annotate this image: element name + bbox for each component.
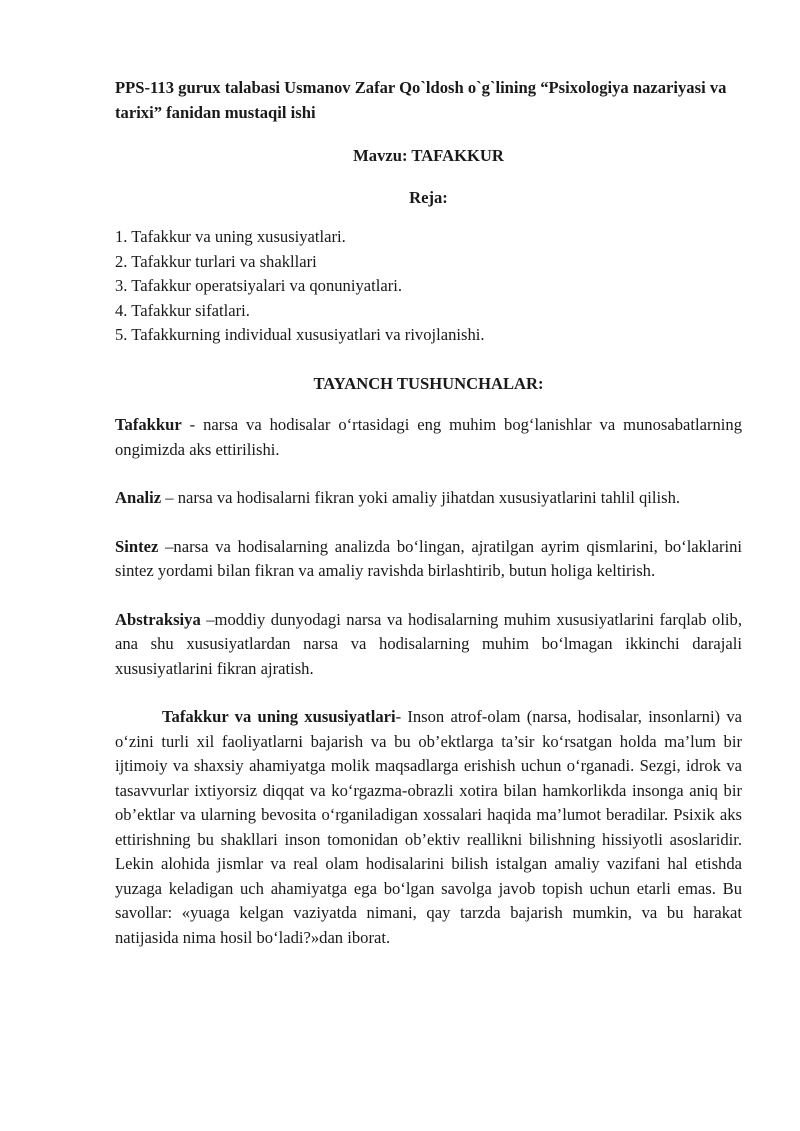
topic-title: Mavzu: TAFAKKUR: [353, 146, 504, 165]
section-heading: Tafakkur va uning xususiyatlari: [162, 707, 396, 726]
definition-paragraph: [115, 486, 742, 511]
definition-text: – narsa va hodisalarni fikran yoki amaliy jihatdan xususiyatlarini tahlil qilish.: [161, 488, 681, 507]
plan-title: Reja:: [409, 187, 448, 207]
plan-item: 4. Tafakkur sifatlari.: [115, 300, 250, 320]
section-paragraph: [115, 705, 742, 950]
definition-paragraph: [115, 535, 742, 584]
definition-paragraph: [115, 608, 742, 682]
plan-list: [115, 225, 742, 348]
definition-text: - narsa va hodisalar o‘rtasidagi eng muhim bog‘lanishlar va munosabatlarning ongimizda aks ettirilishi.: [115, 415, 742, 459]
definition-term: Sintez: [115, 536, 159, 556]
definition-text: –narsa va hodisalarning analizda bo‘lingan, ajratilgan ayrim qismlarini, bo‘laklarini sintez yordami bilan fikran va amaliy ravishda birlashtirib, butun holiga keltirish.: [115, 536, 742, 580]
definition-paragraph: [115, 413, 742, 462]
plan-item: 3. Tafakkur operatsiyalari va qonuniyatlari.: [115, 276, 402, 295]
definition-term: Abstraksiya: [115, 609, 201, 629]
definition-term: Analiz: [115, 488, 162, 507]
definition-term: Tafakkur: [115, 415, 182, 434]
section-text: - Inson atrof-olam (narsa, hodisalar, insonlarni) va o‘zini turli xil faoliyatlarni bajarish va bu ob’ektlarga ta’sir ko‘rsatgan holda ma’lum bir ijtimoiy va shaxsiy ahamiyatga molik maqsadlarga erishish uchun o‘rganadi. Sezgi, idrok va tasavvurlar ixtiyorsiz diqqat va ko‘rgazma-obrazli xotira bilan hamkorlikda insonga aniq bir ob’ektlar va ularning bevosita o‘rganiladigan xossalari haqida ma’lumot beradilar. Psixik aks ettirishning bu shakllari inson tomonidan ob’ektiv reallikni bilishning hissiyotli asoslaridir. Lekin alohida jismlar va real olam hodisalarini bilish istalgan amaliy vazifani hal etishda yuzaga keladigan uch ahamiyatga ega bo‘lgan savolga javob topish uchun etarli emas. Bu savollar: «yuaga kelgan vaziyatda nimani, qay tarzda bajarish mumkin, va bu harakat natijasida nima hosil bo‘ladi?»dan iborat.: [115, 707, 742, 947]
plan-item: 2. Tafakkur turlari va shakllari: [115, 251, 317, 271]
plan-item: 5. Tafakkurning individual xususiyatlari va rivojlanishi.: [115, 325, 485, 344]
document-page: [115, 76, 742, 950]
plan-item: 1. Tafakkur va uning xususiyatlari.: [115, 227, 346, 246]
definition-text: –moddiy dunyodagi narsa va hodisalarning muhim xususiyatlarini farqlab olib, ana shu xususiyatlardan narsa va hodisalarning muhim bo‘lmagan ikkinchi darajali xususiyatlarini fikran ajratish.: [115, 609, 742, 678]
document-header: PPS-113 gurux talabasi Usmanov Zafar Qo`ldosh o`g`lining “Psixologiya nazariyasi va tarixi” fanidan mustaqil ishi: [115, 78, 727, 122]
concepts-title: TAYANCH TUSHUNCHALAR:: [313, 373, 544, 393]
